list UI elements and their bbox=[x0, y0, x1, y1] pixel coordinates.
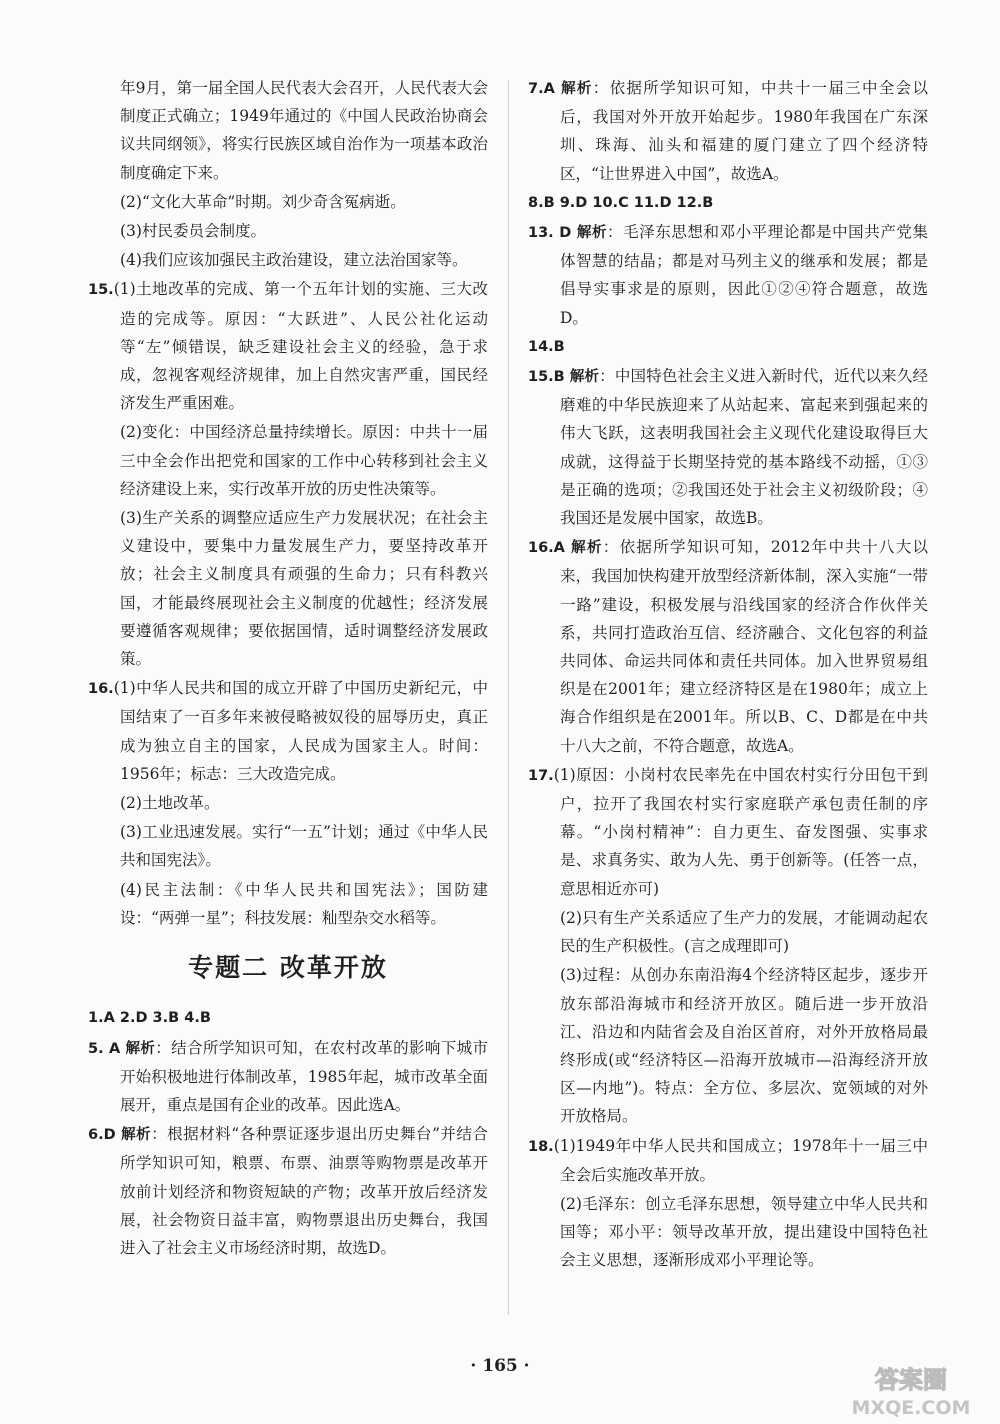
question-head: 13. D bbox=[528, 225, 572, 242]
paragraph: (3)村民委员会制度。 bbox=[120, 222, 266, 241]
paragraph: 年9月，第一届全国人民代表大会召开，人民代表大会制度正式确立；1949年通过的《中国人民政治协商会议共同纲领》，将实行民族区域自治作为一项基本政治制度确定下来。 bbox=[120, 79, 488, 182]
paragraph: (4)民主法制：《中华人民共和国宪法》；国防建设：“两弹一星”；科技发展：籼型杂交水稻等。 bbox=[120, 880, 488, 927]
analysis-label: 解析 bbox=[571, 540, 603, 557]
question-head: 15.B bbox=[528, 369, 565, 386]
analysis-text: ：依据所学知识可知，2012年中共十八大以来，我国加快构建开放型经济新体制，深入实施“一带一路”建设，积极发展与沿线国家的经济合作伙伴关系，共同打造政治互信、经济融合、文化包容的利益共同体、命运共同体和责任共同体。加入世界贸易组织是在2001年；建立经济特区是在1980年；成立上海合作组织是在2001年。所以B、C、D都是在中共十八大之前，不符合题意，故选A。 bbox=[560, 538, 929, 755]
question-number: 18. bbox=[528, 1138, 554, 1155]
watermark-logo bbox=[836, 1362, 986, 1420]
question-head: 16.A bbox=[528, 540, 565, 557]
right-column bbox=[528, 74, 928, 1276]
analysis-text: ：结合所学知识可知，在农村改革的影响下城市开始积极地进行体制改革，1985年起，城市改革全面展开，重点是国有企业的改革。因此选A。 bbox=[120, 1038, 488, 1114]
svg-text:MXQE.COM: MXQE.COM bbox=[851, 1397, 971, 1419]
analysis-text: ：中国特色社会主义进入新时代，近代以来久经磨难的中华民族迎来了从站起来、富起来到强起来的伟大飞跃，这表明我国社会主义现代化建设取得巨大成就，这得益于长期坚持党的基本路线不动摇，①③是正确的选项；②我国还处于社会主义初级阶段；④我国还是发展中国家，故选B。 bbox=[560, 367, 928, 528]
question-6 bbox=[88, 1120, 488, 1262]
analysis-label: 解析 bbox=[121, 1127, 152, 1144]
analysis-text: ：根据材料“各种票证逐步退出历史舞台”并结合所学知识可知，粮票、布票、油票等购物票是改革开放前计划经济和物资短缺的产物；改革开放后经济发展，社会物资日益丰富，购物票退出历史舞台，我国进入了社会主义市场经济时期，故选D。 bbox=[120, 1125, 488, 1257]
answer-text: (1)1949年中华人民共和国成立；1978年十一届三中全会后实施改革开放。 bbox=[553, 1136, 928, 1184]
answer-text: (1)土地改革的完成、第一个五年计划的实施、三大改造的完成等。原因：“大跃进”、人民公社化运动等“左”倾错误，缺乏建设社会主义的经验，急于求成，忽视客观经济规律，加上自然灾害严重，国民经济发生严重困难。 bbox=[113, 280, 488, 413]
question-17 bbox=[528, 761, 928, 903]
paragraph: (2)只有生产关系适应了生产力的发展，才能调动起农民的生产积极性。(言之成理即可) bbox=[560, 908, 928, 956]
answer-key: 14.B bbox=[528, 338, 565, 355]
column-divider bbox=[508, 80, 509, 1315]
question-13 bbox=[528, 218, 928, 332]
question-15-b bbox=[528, 362, 928, 532]
question-number: 16. bbox=[88, 681, 114, 698]
paragraph: (2)土地改革。 bbox=[120, 794, 220, 813]
question-number: 15. bbox=[88, 282, 114, 299]
question-7 bbox=[528, 74, 928, 188]
paragraph: (2)变化：中国经济总量持续增长。原因：中共十一届三中全会作出把党和国家的工作中心转移到社会主义经济建设上来，实行改革开放的历史性决策等。 bbox=[120, 423, 488, 498]
question-head: 6.D bbox=[88, 1127, 116, 1144]
question-16-a bbox=[528, 533, 928, 760]
svg-text:答案圈: 答案圈 bbox=[875, 1366, 947, 1394]
left-column bbox=[88, 74, 488, 1263]
answer-key: 8.B 9.D 10.C 11.D 12.B bbox=[528, 194, 714, 211]
answer-text: (1)原因：小岗村农民率先在中国农村实行分田包干到户，拉开了我国农村实行家庭联产承包责任制的序幕。“小岗村精神”：自力更生、奋发图强、实事求是、求真务实、敢为人先、勇于创新等。(任答一点，意思相近亦可) bbox=[553, 765, 928, 898]
paragraph: (3)工业迅速发展。实行“一五”计划；通过《中华人民共和国宪法》。 bbox=[120, 823, 488, 870]
question-15 bbox=[88, 275, 488, 417]
question-16 bbox=[88, 674, 488, 788]
paragraph: (2)“文化大革命”时期。刘少奇含冤病逝。 bbox=[120, 192, 406, 211]
paragraph: (3)生产关系的调整应适应生产力发展状况；在社会主义建设中，要集中力量发展生产力，要坚持改革开放；社会主义制度具有顽强的生命力；只有科教兴国，才能最终展现社会主义制度的优越性；经济发展要遵循客观规律；要依据国情，适时调整经济发展政策。 bbox=[120, 509, 488, 669]
analysis-label: 解析 bbox=[561, 81, 593, 97]
answer-text: (1)中华人民共和国的成立开辟了中国历史新纪元，中国结束了一百多年来被侵略被奴役的屈辱历史，真正成为独立自主的国家，人民成为国家主人。时间：1956年；标志：三大改造完成。 bbox=[113, 679, 488, 783]
analysis-label: 解析 bbox=[569, 369, 600, 386]
question-number: 17. bbox=[528, 767, 554, 784]
analysis-label: 解析 bbox=[125, 1040, 156, 1057]
page-number: · 165 · bbox=[470, 1356, 530, 1376]
paragraph: (4)我们应该加强民主政治建设，建立法治国家等。 bbox=[120, 251, 468, 270]
paragraph: (2)毛泽东：创立毛泽东思想，领导建立中华人民共和国等；邓小平：领导改革开放，提出建设中国特色社会主义思想，逐渐形成邓小平理论等。 bbox=[560, 1194, 928, 1270]
analysis-label: 解析 bbox=[576, 225, 608, 242]
question-5 bbox=[88, 1034, 488, 1120]
answer-key: 1.A 2.D 3.B 4.B bbox=[88, 1010, 211, 1027]
section-title: 专题二 改革开放 bbox=[188, 953, 388, 983]
paragraph: (3)过程：从创办东南沿海4个经济特区起步，逐步开放东部沿海城市和经济开放区。随后进一步开放沿江、沿边和内陆省会及自治区首府，对外开放格局最终形成(或“经济特区—沿海开放城市—沿海经济开放区—内地”)。特点：全方位、多层次、宽领域的对外开放格局。 bbox=[560, 966, 928, 1126]
analysis-text: ：毛泽东思想和邓小平理论都是中国共产党集体智慧的结晶；都是对马列主义的继承和发展；都是倡导实事求是的原则，因此①②④符合题意，故选D。 bbox=[560, 223, 928, 327]
analysis-text: ：依据所学知识可知，中共十一届三中全会以后，我国对外开放开始起步。1980年我国在广东深圳、珠海、汕头和福建的厦门建立了四个经济特区，“让世界进入中国”，故选A。 bbox=[560, 79, 928, 183]
question-18 bbox=[528, 1132, 928, 1189]
question-head: 5. A bbox=[88, 1040, 121, 1057]
question-head: 7.A bbox=[528, 81, 555, 97]
